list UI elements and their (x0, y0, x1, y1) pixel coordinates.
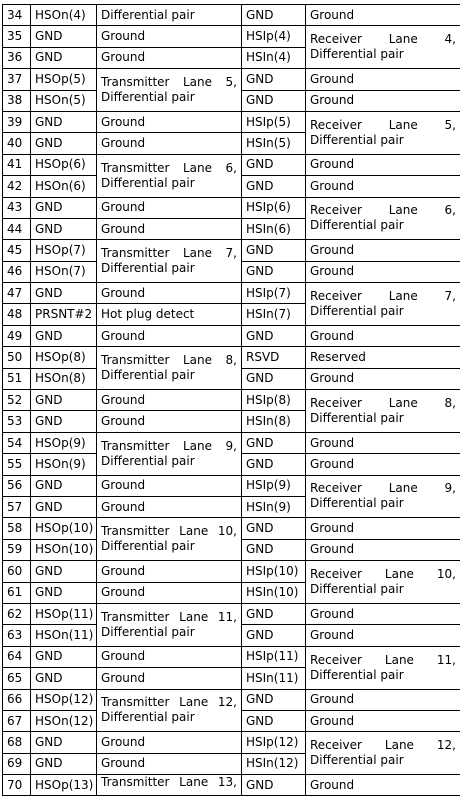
description-a-cell: Ground (97, 47, 242, 68)
pin-number-cell: 60 (3, 561, 31, 582)
description-b-cell: Receiver Lane 7, Differential pair (306, 283, 460, 326)
signal-a-cell: HSOp(11) (31, 603, 97, 624)
signal-b-cell: HSIp(4) (242, 26, 306, 47)
table-row (3, 603, 460, 624)
table-row (3, 5, 460, 26)
description-b-cell: Ground (306, 240, 460, 261)
description-b-cell: Ground (306, 539, 460, 560)
description-b-cell: Receiver Lane 11, Differential pair (306, 646, 460, 689)
signal-a-cell: HSOp(13) (31, 775, 97, 796)
signal-a-cell: HSOn(5) (31, 90, 97, 111)
pin-number-cell: 65 (3, 668, 31, 689)
pin-number-cell: 44 (3, 218, 31, 239)
signal-b-cell: HSIn(4) (242, 47, 306, 68)
table-row (3, 325, 460, 346)
signal-a-cell: GND (31, 732, 97, 753)
signal-b-cell: HSIp(12) (242, 732, 306, 753)
description-b-cell: Ground (306, 710, 460, 731)
table-row (3, 475, 460, 496)
signal-b-cell: HSIn(11) (242, 668, 306, 689)
signal-b-cell: GND (242, 90, 306, 111)
pinout-table-body (3, 5, 460, 796)
signal-b-cell: GND (242, 176, 306, 197)
table-row (3, 775, 460, 796)
pin-number-cell: 57 (3, 496, 31, 517)
pin-number-cell: 41 (3, 154, 31, 175)
pin-number-cell: 46 (3, 261, 31, 282)
description-a-cell: Transmitter Lane 10, Differential pair (97, 518, 242, 561)
signal-b-cell: HSIn(6) (242, 218, 306, 239)
pin-number-cell: 50 (3, 347, 31, 368)
description-a-cell: Ground (97, 753, 242, 774)
signal-b-cell: GND (242, 454, 306, 475)
description-b-cell: Ground (306, 625, 460, 646)
signal-a-cell: GND (31, 496, 97, 517)
description-b-cell: Ground (306, 261, 460, 282)
signal-a-cell: HSOn(10) (31, 539, 97, 560)
table-row (3, 347, 460, 368)
description-a-cell: Transmitter Lane 12, Differential pair (97, 689, 242, 732)
pinout-table (2, 4, 460, 796)
description-b-cell: Ground (306, 90, 460, 111)
signal-a-cell: HSOp(7) (31, 240, 97, 261)
signal-a-cell: PRSNT#2 (31, 304, 97, 325)
signal-a-cell: HSOp(5) (31, 69, 97, 90)
description-b-cell: Reserved (306, 347, 460, 368)
signal-b-cell: HSIn(8) (242, 411, 306, 432)
signal-b-cell: GND (242, 368, 306, 389)
pin-number-cell: 42 (3, 176, 31, 197)
signal-b-cell: HSIp(6) (242, 197, 306, 218)
description-b-cell: Ground (306, 176, 460, 197)
signal-b-cell: GND (242, 539, 306, 560)
description-b-cell: Ground (306, 154, 460, 175)
description-b-cell: Ground (306, 5, 460, 26)
pin-number-cell: 54 (3, 432, 31, 453)
description-a-cell: Transmitter Lane 13, (97, 775, 242, 796)
pin-number-cell: 38 (3, 90, 31, 111)
description-a-cell: Transmitter Lane 6, Differential pair (97, 154, 242, 197)
signal-b-cell: GND (242, 432, 306, 453)
pin-number-cell: 70 (3, 775, 31, 796)
signal-b-cell: HSIn(5) (242, 133, 306, 154)
description-b-cell: Receiver Lane 9, Differential pair (306, 475, 460, 518)
pin-number-cell: 55 (3, 454, 31, 475)
description-b-cell: Ground (306, 775, 460, 796)
signal-a-cell: GND (31, 582, 97, 603)
signal-a-cell: GND (31, 111, 97, 132)
signal-b-cell: HSIp(10) (242, 561, 306, 582)
description-a-cell: Ground (97, 283, 242, 304)
signal-b-cell: GND (242, 518, 306, 539)
description-b-cell: Receiver Lane 12, Differential pair (306, 732, 460, 775)
pin-number-cell: 45 (3, 240, 31, 261)
description-a-cell: Transmitter Lane 11, Differential pair (97, 603, 242, 646)
pin-number-cell: 68 (3, 732, 31, 753)
signal-a-cell: HSOn(7) (31, 261, 97, 282)
pin-number-cell: 56 (3, 475, 31, 496)
description-a-cell: Ground (97, 732, 242, 753)
pin-number-cell: 48 (3, 304, 31, 325)
pin-number-cell: 58 (3, 518, 31, 539)
signal-a-cell: GND (31, 47, 97, 68)
description-a-cell: Ground (97, 668, 242, 689)
description-b-cell: Receiver Lane 5, Differential pair (306, 111, 460, 154)
description-a-cell: Ground (97, 561, 242, 582)
table-row (3, 69, 460, 90)
description-b-cell: Receiver Lane 10, Differential pair (306, 561, 460, 604)
signal-b-cell: HSIp(11) (242, 646, 306, 667)
pin-number-cell: 47 (3, 283, 31, 304)
signal-a-cell: GND (31, 411, 97, 432)
description-a-cell: Ground (97, 133, 242, 154)
signal-a-cell: HSOn(8) (31, 368, 97, 389)
description-b-cell: Ground (306, 69, 460, 90)
pin-number-cell: 35 (3, 26, 31, 47)
signal-b-cell: GND (242, 69, 306, 90)
signal-a-cell: HSOn(6) (31, 176, 97, 197)
pin-number-cell: 52 (3, 390, 31, 411)
pin-number-cell: 59 (3, 539, 31, 560)
description-a-cell: Ground (97, 475, 242, 496)
signal-b-cell: GND (242, 240, 306, 261)
signal-a-cell: GND (31, 26, 97, 47)
table-row (3, 732, 460, 753)
signal-a-cell: GND (31, 390, 97, 411)
description-b-cell: Ground (306, 454, 460, 475)
description-a-cell: Ground (97, 411, 242, 432)
pin-number-cell: 37 (3, 69, 31, 90)
table-row (3, 689, 460, 710)
table-row (3, 197, 460, 218)
pin-number-cell: 36 (3, 47, 31, 68)
description-a-cell: Ground (97, 496, 242, 517)
signal-b-cell: HSIp(5) (242, 111, 306, 132)
pin-number-cell: 69 (3, 753, 31, 774)
description-b-cell: Ground (306, 368, 460, 389)
signal-b-cell: HSIn(10) (242, 582, 306, 603)
description-b-cell: Ground (306, 603, 460, 624)
description-a-cell: Ground (97, 582, 242, 603)
signal-b-cell: HSIn(12) (242, 753, 306, 774)
signal-a-cell: GND (31, 753, 97, 774)
signal-b-cell: GND (242, 689, 306, 710)
pin-number-cell: 66 (3, 689, 31, 710)
table-row (3, 561, 460, 582)
signal-a-cell: HSOp(10) (31, 518, 97, 539)
description-a-cell: Transmitter Lane 9, Differential pair (97, 432, 242, 475)
table-row (3, 432, 460, 453)
table-row (3, 240, 460, 261)
signal-b-cell: GND (242, 710, 306, 731)
signal-a-cell: GND (31, 197, 97, 218)
signal-b-cell: GND (242, 325, 306, 346)
description-b-cell: Ground (306, 518, 460, 539)
signal-a-cell: HSOn(9) (31, 454, 97, 475)
description-a-cell: Hot plug detect (97, 304, 242, 325)
signal-b-cell: GND (242, 603, 306, 624)
pin-number-cell: 51 (3, 368, 31, 389)
table-row (3, 283, 460, 304)
signal-a-cell: HSOp(9) (31, 432, 97, 453)
pin-number-cell: 62 (3, 603, 31, 624)
signal-a-cell: GND (31, 475, 97, 496)
table-row (3, 646, 460, 667)
signal-a-cell: GND (31, 325, 97, 346)
signal-a-cell: GND (31, 668, 97, 689)
signal-b-cell: RSVD (242, 347, 306, 368)
signal-b-cell: GND (242, 775, 306, 796)
description-a-cell: Ground (97, 218, 242, 239)
signal-a-cell: HSOn(12) (31, 710, 97, 731)
signal-a-cell: HSOn(4) (31, 5, 97, 26)
signal-b-cell: HSIp(8) (242, 390, 306, 411)
description-a-cell: Ground (97, 390, 242, 411)
pin-number-cell: 43 (3, 197, 31, 218)
description-b-cell: Ground (306, 689, 460, 710)
table-row (3, 154, 460, 175)
table-row (3, 518, 460, 539)
table-row (3, 111, 460, 132)
signal-a-cell: HSOp(12) (31, 689, 97, 710)
signal-b-cell: HSIp(9) (242, 475, 306, 496)
pin-number-cell: 39 (3, 111, 31, 132)
table-row (3, 390, 460, 411)
description-b-cell: Ground (306, 325, 460, 346)
signal-a-cell: HSOp(6) (31, 154, 97, 175)
signal-b-cell: GND (242, 154, 306, 175)
description-a-cell: Transmitter Lane 5, Differential pair (97, 69, 242, 112)
signal-a-cell: GND (31, 218, 97, 239)
description-b-cell: Ground (306, 432, 460, 453)
description-a-cell: Ground (97, 111, 242, 132)
description-a-cell: Ground (97, 26, 242, 47)
pin-number-cell: 53 (3, 411, 31, 432)
pin-number-cell: 49 (3, 325, 31, 346)
description-a-cell: Transmitter Lane 7, Differential pair (97, 240, 242, 283)
signal-a-cell: HSOn(11) (31, 625, 97, 646)
signal-b-cell: HSIp(7) (242, 283, 306, 304)
signal-a-cell: GND (31, 561, 97, 582)
signal-b-cell: GND (242, 5, 306, 26)
pin-number-cell: 61 (3, 582, 31, 603)
signal-a-cell: GND (31, 646, 97, 667)
signal-a-cell: HSOp(8) (31, 347, 97, 368)
signal-a-cell: GND (31, 283, 97, 304)
description-b-cell: Receiver Lane 8, Differential pair (306, 390, 460, 433)
description-b-cell: Receiver Lane 6, Differential pair (306, 197, 460, 240)
signal-b-cell: HSIn(7) (242, 304, 306, 325)
pin-number-cell: 64 (3, 646, 31, 667)
description-a-cell: Differential pair (97, 5, 242, 26)
description-a-cell: Transmitter Lane 8, Differential pair (97, 347, 242, 390)
description-a-cell: Ground (97, 197, 242, 218)
signal-b-cell: HSIn(9) (242, 496, 306, 517)
pin-number-cell: 40 (3, 133, 31, 154)
description-b-cell: Receiver Lane 4, Differential pair (306, 26, 460, 69)
signal-b-cell: GND (242, 625, 306, 646)
description-a-cell: Ground (97, 325, 242, 346)
description-a-cell: Ground (97, 646, 242, 667)
pin-number-cell: 34 (3, 5, 31, 26)
pin-number-cell: 63 (3, 625, 31, 646)
signal-a-cell: GND (31, 133, 97, 154)
pin-number-cell: 67 (3, 710, 31, 731)
table-row (3, 26, 460, 47)
signal-b-cell: GND (242, 261, 306, 282)
